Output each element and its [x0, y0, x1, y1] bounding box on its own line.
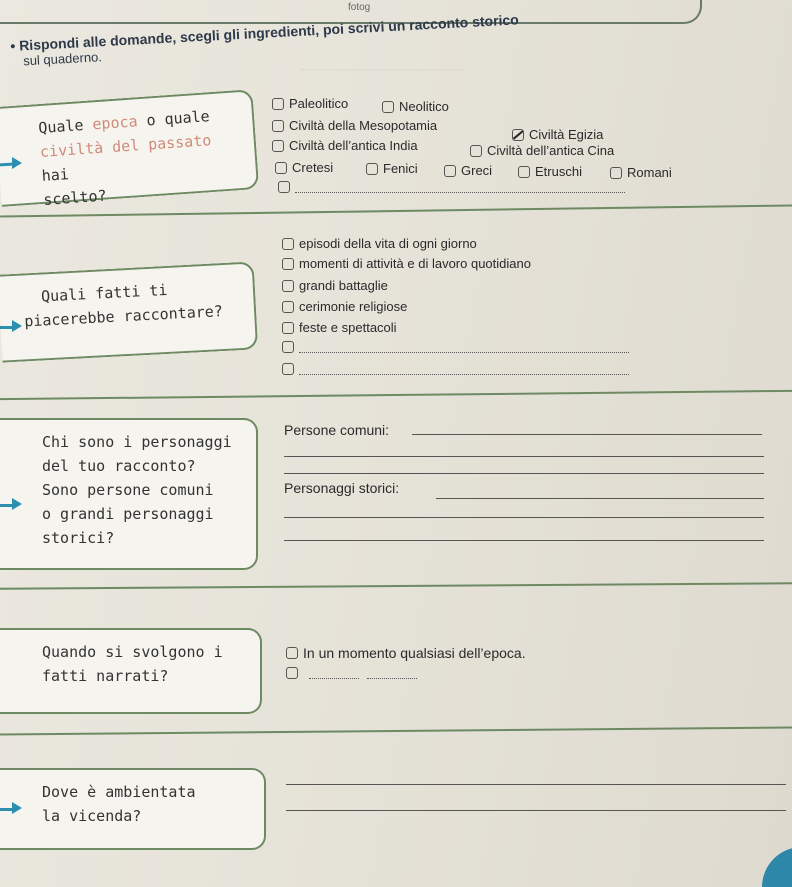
question-characters-line1: Chi sono i personaggi	[42, 433, 232, 451]
question-facts-line1: Quali fatti ti	[40, 280, 168, 306]
arrow-icon	[12, 498, 22, 510]
checkbox-icon[interactable]	[282, 258, 294, 270]
checkbox-icon[interactable]	[282, 341, 294, 353]
common-people-line-3[interactable]	[284, 473, 764, 474]
checkbox-icon[interactable]	[282, 301, 294, 313]
option-mesopotamia[interactable]: Civiltà della Mesopotamia	[272, 118, 437, 133]
arrow-icon	[12, 157, 22, 169]
checkbox-icon[interactable]	[275, 162, 287, 174]
question-characters-line4: o grandi personaggi	[42, 505, 214, 523]
bleed-through-text: ~~~~~~~~~~~~~~~~~~~~	[300, 62, 464, 78]
arrow-line-2	[0, 326, 12, 329]
arrow-line-3	[0, 504, 12, 507]
instructions-line2: sul quaderno.	[22, 49, 103, 69]
setting-line-1[interactable]	[286, 784, 786, 785]
common-people-line-2[interactable]	[284, 456, 764, 457]
checkbox-icon[interactable]	[286, 667, 298, 679]
header-fragment: fotog	[348, 2, 371, 13]
option-feste[interactable]: feste e spettacoli	[282, 320, 397, 335]
checkbox-icon[interactable]	[286, 647, 298, 659]
question-facts-line2: piacerebbe raccontare?	[23, 302, 224, 331]
question-box-epoch	[0, 89, 259, 207]
section-divider	[0, 390, 792, 400]
question-time-line2: fatti narrati?	[42, 667, 169, 685]
question-box-characters	[0, 418, 258, 570]
option-vita-quotidiana[interactable]: episodi della vita di ogni giorno	[282, 236, 477, 251]
checkbox-icon[interactable]	[272, 140, 284, 152]
historical-characters-label: Personaggi storici:	[284, 480, 400, 496]
option-romani[interactable]: Romani	[610, 165, 672, 180]
question-box-facts	[0, 261, 258, 362]
checkbox-icon[interactable]	[282, 280, 294, 292]
checkbox-icon[interactable]	[282, 363, 294, 375]
question-setting-line2: la vicenda?	[42, 807, 142, 825]
historical-characters-line-2[interactable]	[284, 517, 764, 518]
option-etruschi[interactable]: Etruschi	[518, 164, 582, 179]
option-fenici[interactable]: Fenici	[366, 161, 418, 176]
option-other-fact-2[interactable]	[282, 362, 629, 375]
setting-line-2[interactable]	[286, 810, 786, 811]
arrow-icon	[12, 320, 22, 332]
question-epoch-line3: scelto?	[42, 186, 108, 209]
checkbox-icon[interactable]	[518, 166, 530, 178]
checkbox-icon[interactable]	[272, 120, 284, 132]
option-precise-moment[interactable]	[286, 666, 419, 679]
historical-characters-line-1[interactable]	[436, 498, 764, 499]
arrow-icon	[12, 802, 22, 814]
option-neolitico[interactable]: Neolitico	[382, 99, 449, 114]
question-epoch-line1: Quale epoca o quale	[37, 107, 211, 138]
checkbox-icon[interactable]	[382, 101, 394, 113]
historical-characters-line-3[interactable]	[284, 540, 764, 541]
option-greci[interactable]: Greci	[444, 163, 492, 178]
arrow-line-5	[0, 808, 12, 811]
option-other-epoch[interactable]	[278, 180, 625, 193]
question-characters-line5: storici?	[42, 529, 115, 547]
checkbox-icon[interactable]	[282, 322, 294, 334]
section-divider	[0, 727, 792, 736]
checkbox-icon[interactable]	[366, 163, 378, 175]
common-people-line-1[interactable]	[412, 434, 762, 435]
question-box-time	[0, 628, 262, 714]
question-time-line1: Quando si svolgono i	[42, 643, 223, 661]
section-divider	[0, 582, 792, 590]
checkbox-icon[interactable]	[272, 98, 284, 110]
checkbox-icon[interactable]	[282, 238, 294, 250]
option-egizia[interactable]: Civiltà Egizia	[512, 127, 603, 142]
question-setting-line1: Dove è ambientata	[42, 783, 196, 801]
question-box-setting	[0, 768, 266, 850]
option-other-fact-1[interactable]	[282, 340, 629, 353]
option-paleolitico[interactable]: Paleolitico	[272, 96, 348, 111]
checkbox-icon[interactable]	[470, 145, 482, 157]
checkbox-icon[interactable]	[278, 181, 290, 193]
instructions-line1: • Rispondi alle domande, scegli gli ingredienti, poi scrivi un racconto storico	[10, 11, 520, 54]
common-people-label: Persone comuni:	[284, 422, 390, 438]
checkbox-checked-icon[interactable]	[512, 129, 524, 141]
day-blank[interactable]	[309, 666, 359, 679]
checkbox-icon[interactable]	[610, 167, 622, 179]
question-epoch-line2: civiltà del passato hai	[39, 131, 212, 185]
option-generic-moment[interactable]: In un momento qualsiasi dell’epoca.	[286, 645, 526, 661]
corner-decoration	[762, 847, 792, 887]
question-characters-line3: Sono persone comuni	[42, 481, 214, 499]
option-cina[interactable]: Civiltà dell’antica Cina	[470, 143, 614, 158]
option-cerimonie[interactable]: cerimonie religiose	[282, 299, 407, 314]
option-cretesi[interactable]: Cretesi	[275, 160, 333, 175]
option-attivita[interactable]: momenti di attività e di lavoro quotidiano	[282, 256, 531, 271]
option-battaglie[interactable]: grandi battaglie	[282, 278, 388, 293]
option-india[interactable]: Civiltà dell’antica India	[272, 138, 418, 153]
question-characters-line2: del tuo racconto?	[42, 457, 196, 475]
year-blank[interactable]	[367, 666, 417, 679]
checkbox-icon[interactable]	[444, 165, 456, 177]
